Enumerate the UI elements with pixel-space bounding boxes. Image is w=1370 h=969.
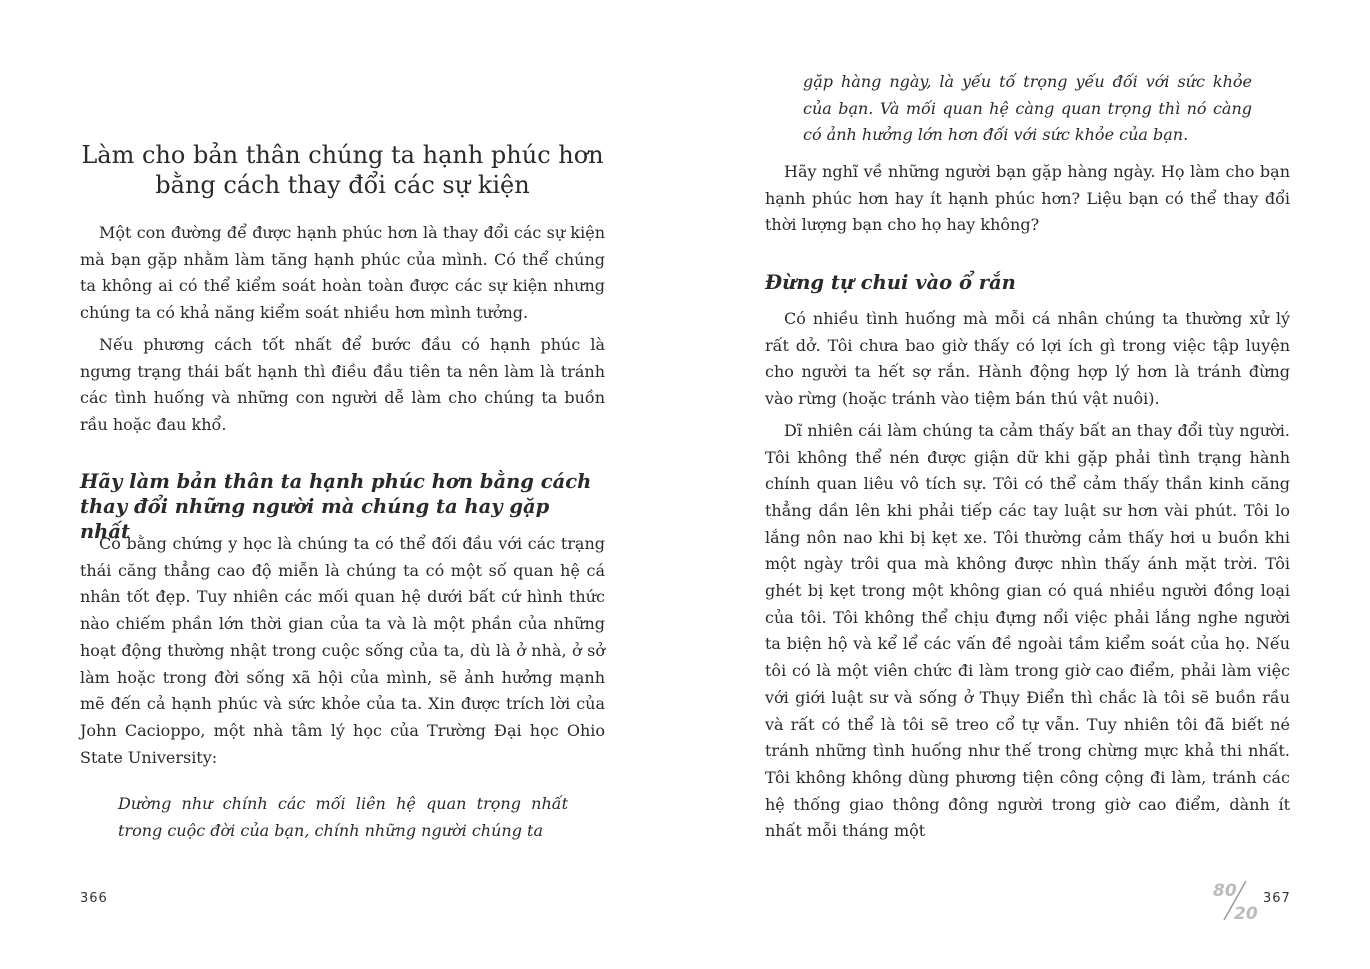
- page-number-right: 367: [1263, 891, 1291, 906]
- block-quote: Dường như chính các mối liên hệ quan trọng nhất trong cuộc đời của bạn, chính những người chúng ta: [118, 794, 568, 840]
- section-heading: Hãy làm bản thân ta hạnh phúc hơn bằng cách thay đổi những người mà chúng ta hay gặp nhất: [80, 470, 592, 543]
- left-page: [80, 0, 605, 969]
- right-page: [765, 0, 1290, 969]
- paragraph: Dĩ nhiên cái làm chúng ta cảm thấy bất an thay đổi tùy người. Tôi không thể nén được giận dữ khi gặp phải tình trạng hành chính quan liêu vô tích sự. Tôi có thể cảm thấy thần kinh căng thẳng dần lên khi phải tiếp các tay luật sư hơn vài phút. Tôi lo lắng nôn nao khi bị kẹt xe. Tôi thường cảm thấy hơi u buồn khi một ngày trôi qua mà không được nhìn thấy ánh mặt trời. Tôi ghét bị kẹt trong một không gian có quá nhiều người đồng loại của tôi. Tôi không thể chịu đựng nổi việc phải lắng nghe người ta biện hộ và kể lể các vấn đề ngoài tầm kiểm soát của họ. Nếu tôi có là một viên chức đi làm trong giờ cao điểm, phải làm việc với giới luật sư và sống ở Thụy Điển thì chắc là tôi sẽ buồn rầu và rất có thể là tôi sẽ treo cổ tự vẫn. Tuy nhiên tôi đã biết né tránh những tình huống như thế trong chừng mực khả thi nhất. Tôi không không dùng phương tiện công cộng đi làm, tránh các hệ thống giao thông đông người trong giờ cao điểm, dành ít nhất mỗi tháng một: [765, 420, 1290, 841]
- paragraph: Hãy nghĩ về những người bạn gặp hàng ngày. Họ làm cho bạn hạnh phúc hơn hay ít hạnh phúc hơn? Liệu bạn có thể thay đổi thời lượng bạn cho họ hay không?: [765, 162, 1290, 235]
- section-heading: Đừng tự chui vào ổ rắn: [765, 271, 1016, 294]
- logo-bottom-number: 20: [1234, 904, 1258, 924]
- block-quote-continued: gặp hàng ngày, là yếu tố trọng yếu đối với sức khỏe của bạn. Và mối quan hệ càng quan trọng thì nó càng có ảnh hưởng lớn hơn đối với sức khỏe của bạn.: [803, 72, 1252, 145]
- paragraph: Một con đường để được hạnh phúc hơn là thay đổi các sự kiện mà bạn gặp nhằm làm tăng hạnh phúc của mình. Có thể chúng ta không ai có thể kiểm soát hoàn toàn được các sự kiện nhưng chúng ta có khả năng kiểm soát nhiều hơn mình tưởng.: [80, 223, 605, 323]
- intro-text: [80, 220, 605, 439]
- paragraph: Nếu phương cách tốt nhất để bước đầu có hạnh phúc là ngưng trạng thái bất hạnh thì điều đầu tiên ta nên làm là tránh các tình huống và những con người dễ làm cho chúng ta buồn rầu hoặc đau khổ.: [80, 334, 605, 434]
- paragraph: Có bằng chứng y học là chúng ta có thể đối đầu với các trạng thái căng thẳng cao độ miễn là chúng ta có một số quan hệ cá nhân tốt đẹp. Tuy nhiên các mối quan hệ dưới bất cứ hình thức nào chiếm phần lớn thời gian của ta và là một phần của những hoạt động thường nhật trong cuộc sống của ta, dù là ở nhà, ở sở làm hoặc trong đời sống xã hội của mình, sẽ ảnh hưởng mạnh mẽ đến cả hạnh phúc và sức khỏe của ta. Xin được trích lời của John Cacioppo, một nhà tâm lý học của Trường Đại học Ohio State University:: [80, 534, 605, 767]
- section-text: [765, 306, 1290, 845]
- page-number-left: 366: [80, 891, 108, 906]
- logo-top-number: 80: [1213, 881, 1237, 901]
- paragraph: Có nhiều tình huống mà mỗi cá nhân chúng ta thường xử lý rất dở. Tôi chưa bao giờ thấy có lợi ích gì trong việc tập luyện cho người ta hết sợ rắn. Hành động hợp lý hơn là tránh đừng vào rừng (hoặc tránh vào tiệm bán thú vật nuôi).: [765, 309, 1290, 409]
- publisher-logo-icon: [1212, 878, 1262, 924]
- chapter-title: Làm cho bản thân chúng ta hạnh phúc hơn bằng cách thay đổi các sự kiện: [81, 141, 604, 199]
